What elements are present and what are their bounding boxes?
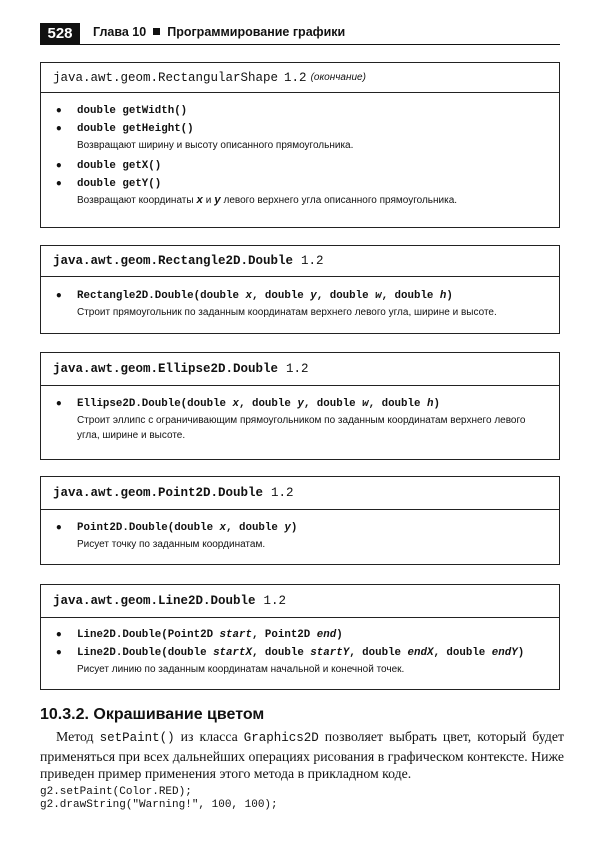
method-signature: • double getWidth() [55, 104, 188, 118]
code-line: g2.setPaint(Color.RED); [40, 786, 192, 798]
header-rule [40, 44, 560, 45]
chapter-title: Программирование графики [167, 25, 346, 39]
api-box-header [41, 585, 559, 618]
class-name: java.awt.geom.Point2D.Double [53, 486, 264, 500]
class-name: java.awt.geom.Ellipse2D.Double [53, 362, 279, 376]
body-paragraph: Метод setPaint() из класса Graphics2D позволяет выбрать цвет, который будет применяться при всех дальнейших операциях рисования в графическом контексте. Ниже приведен пример применения этого метода в прикладном коде. [40, 729, 565, 781]
api-box-header [41, 477, 559, 510]
api-box-rectangularshape [40, 62, 560, 228]
version: 1.2 [271, 486, 294, 500]
api-box-point2d [40, 476, 560, 565]
api-box-body [41, 510, 559, 562]
api-box-rectangle2d [40, 245, 560, 334]
api-box-header [41, 63, 559, 93]
page-number: 528 [40, 23, 80, 44]
api-box-header [41, 246, 559, 277]
chapter-label: Глава 10 [93, 25, 147, 39]
method-signature: • double getY() [55, 177, 162, 191]
separator-square-icon [153, 28, 160, 35]
api-box-header [41, 353, 559, 386]
version: 1.2 [284, 70, 307, 85]
continuation-note: (окончание) [310, 72, 366, 83]
running-head [93, 25, 345, 39]
code-listing [40, 786, 278, 812]
inline-code: Graphics2D [243, 731, 319, 745]
api-box-body [41, 93, 559, 219]
method-description: Возвращают ширину и высоту описанного прямоугольника. [77, 140, 354, 151]
class-name: java.awt.geom.Rectangle2D.Double [53, 254, 294, 268]
method-signature: • double getX() [55, 159, 162, 173]
api-box-body [41, 277, 559, 330]
version: 1.2 [286, 362, 309, 376]
version: 1.2 [301, 254, 324, 268]
class-name: java.awt.geom.RectangularShape [53, 70, 279, 85]
method-description: Рисует точку по заданным координатам. [77, 539, 266, 550]
code-line: g2.drawString("Warning!", 100, 100); [40, 799, 278, 811]
api-box-body [41, 386, 559, 453]
api-box-line2d [40, 584, 560, 690]
class-name: java.awt.geom.Line2D.Double [53, 594, 256, 608]
method-description: Возвращают координаты x и y левого верхнего угла описанного прямоугольника. [77, 195, 458, 207]
method-signature: • Point2D.Double(double x, double y) [55, 521, 298, 535]
inline-code: setPaint() [99, 731, 175, 745]
method-description: Строит прямоугольник по заданным координатам верхнего левого угла, ширине и высоте. [77, 307, 497, 318]
api-box-ellipse2d [40, 352, 560, 460]
method-signature: • Ellipse2D.Double(double x, double y, double w, double h) [55, 397, 440, 411]
method-signature: • Line2D.Double(double startX, double startY, double endX, double endY) [55, 646, 525, 660]
method-signature: • Rectangle2D.Double(double x, double y, double w, double h) [55, 289, 453, 303]
method-signature: • double getHeight() [55, 122, 194, 136]
method-description: Рисует линию по заданным координатам начальной и конечной точек. [77, 664, 405, 675]
version: 1.2 [263, 594, 287, 608]
method-signature: • Line2D.Double(Point2D start, Point2D end) [55, 628, 343, 642]
method-description: Строит эллипс с ограничивающим прямоугольником по заданным координатам верхнего левого угла, ширине и высоте. [77, 415, 526, 441]
api-box-body [41, 618, 559, 687]
section-heading: 10.3.2. Окрашивание цветом [40, 706, 265, 723]
